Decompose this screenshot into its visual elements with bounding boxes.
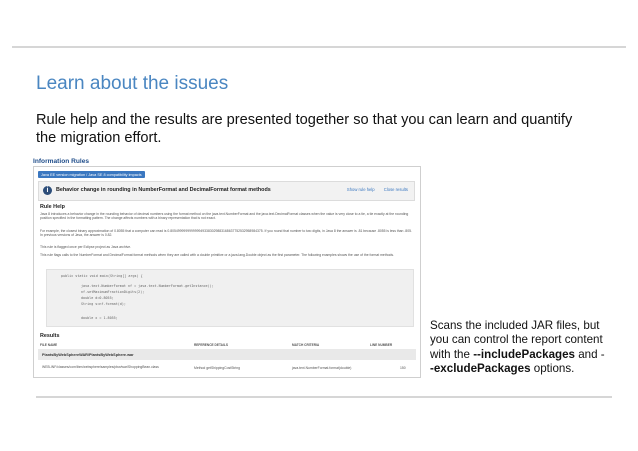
top-divider [12, 46, 626, 48]
slide-title: Learn about the issues [36, 73, 229, 94]
note-text: and - [575, 347, 605, 361]
exclude-packages-option: -excludePackages [430, 361, 531, 375]
column-header-match-criteria[interactable]: MATCH CRITERIA [292, 343, 320, 347]
results-title: Results [40, 333, 60, 339]
scan-note [430, 319, 625, 376]
result-file[interactable]: WEB-INF/classes/com/ibm/websphere/samples/pbw/war/ShoppingBean.class [42, 365, 159, 369]
code-line: String s=nf.format(d); [81, 302, 126, 306]
note-text: options. [530, 361, 575, 375]
slide-subtitle: Rule help and the results are presented together so that you can learn and quantify the migration effort. [36, 112, 573, 146]
rule-panel [33, 166, 421, 378]
help-paragraph: This rule is flagged once per Eclipse project as Java archive. [40, 245, 132, 249]
include-packages-option: --includePackages [473, 347, 575, 361]
close-results-link[interactable]: Close results [383, 187, 408, 192]
code-line: nf.setMaximumFractionDigits(2); [81, 290, 145, 294]
column-header-line-number[interactable]: LINE NUMBER [370, 343, 393, 347]
note-line [430, 362, 625, 376]
note-text: with the [430, 347, 474, 361]
section-label: Information Rules [33, 158, 90, 165]
bottom-divider [36, 396, 612, 398]
column-header-file-name[interactable]: FILE NAME [40, 343, 58, 347]
report-screenshot [33, 158, 421, 378]
help-paragraph: For example, the closest binary approximation of 0.8055 that a computer can read is 0.8054999999999999493383029883168637752532958984375. If you round that number to two digits, in Java 8 the answer is .81 because .8055 is less than .805. In previous versions of Java, the answer is 0.82. [40, 229, 412, 238]
note-line: you can control the report content [430, 333, 603, 347]
rule-help-title: Rule Help [40, 204, 65, 210]
category-tag: Java EE version migration / Java SE 8 compatibility impacts [38, 171, 145, 178]
archive-name: PlantsByWebSphereWAR/PlantsByWebSphere.war [42, 353, 134, 357]
note-line [430, 348, 625, 362]
code-example [46, 269, 414, 327]
help-paragraph: Java 8 introduces a behavior change in the rounding behavior of decimal numbers using the format method on the java.text.NumberFormat and the java.text.DecimalFormat classes when the value is very close to a tie, a tie exactly at the rounding position specified in the formatting pattern. The change affects numbers with a binary representation that is not exact. [40, 212, 409, 221]
code-line: double d=0.8055; [81, 296, 114, 300]
rule-links [339, 187, 408, 192]
code-line: java.text.NumberFormat nf = java.text.NumberFormat.getInstance(); [81, 284, 214, 288]
help-paragraph: This rule flags calls to the NumberFormat and DecimalFormat format methods when they are called with a double primitive or a java.lang.Double object as the first parameter. The following examples shows the use of the format methods. [40, 253, 395, 257]
code-line: public static void main(String[] args) { [61, 274, 143, 278]
note-line: Scans the included JAR files, but [430, 319, 600, 332]
rule-title: Behavior change in rounding in NumberFormat and DecimalFormat format methods [56, 187, 271, 193]
result-match: java.text.NumberFormat.format(double) [292, 366, 352, 370]
info-icon: i [43, 186, 52, 195]
rule-header[interactable] [38, 181, 415, 201]
show-rule-help-link[interactable]: Show rule help [346, 187, 375, 192]
result-reference: Method getShippingCostString [194, 366, 240, 370]
result-line: 150 [400, 366, 406, 370]
code-line: double x = 1.8055; [81, 316, 118, 320]
column-header-reference-details[interactable]: REFERENCE DETAILS [194, 343, 228, 347]
